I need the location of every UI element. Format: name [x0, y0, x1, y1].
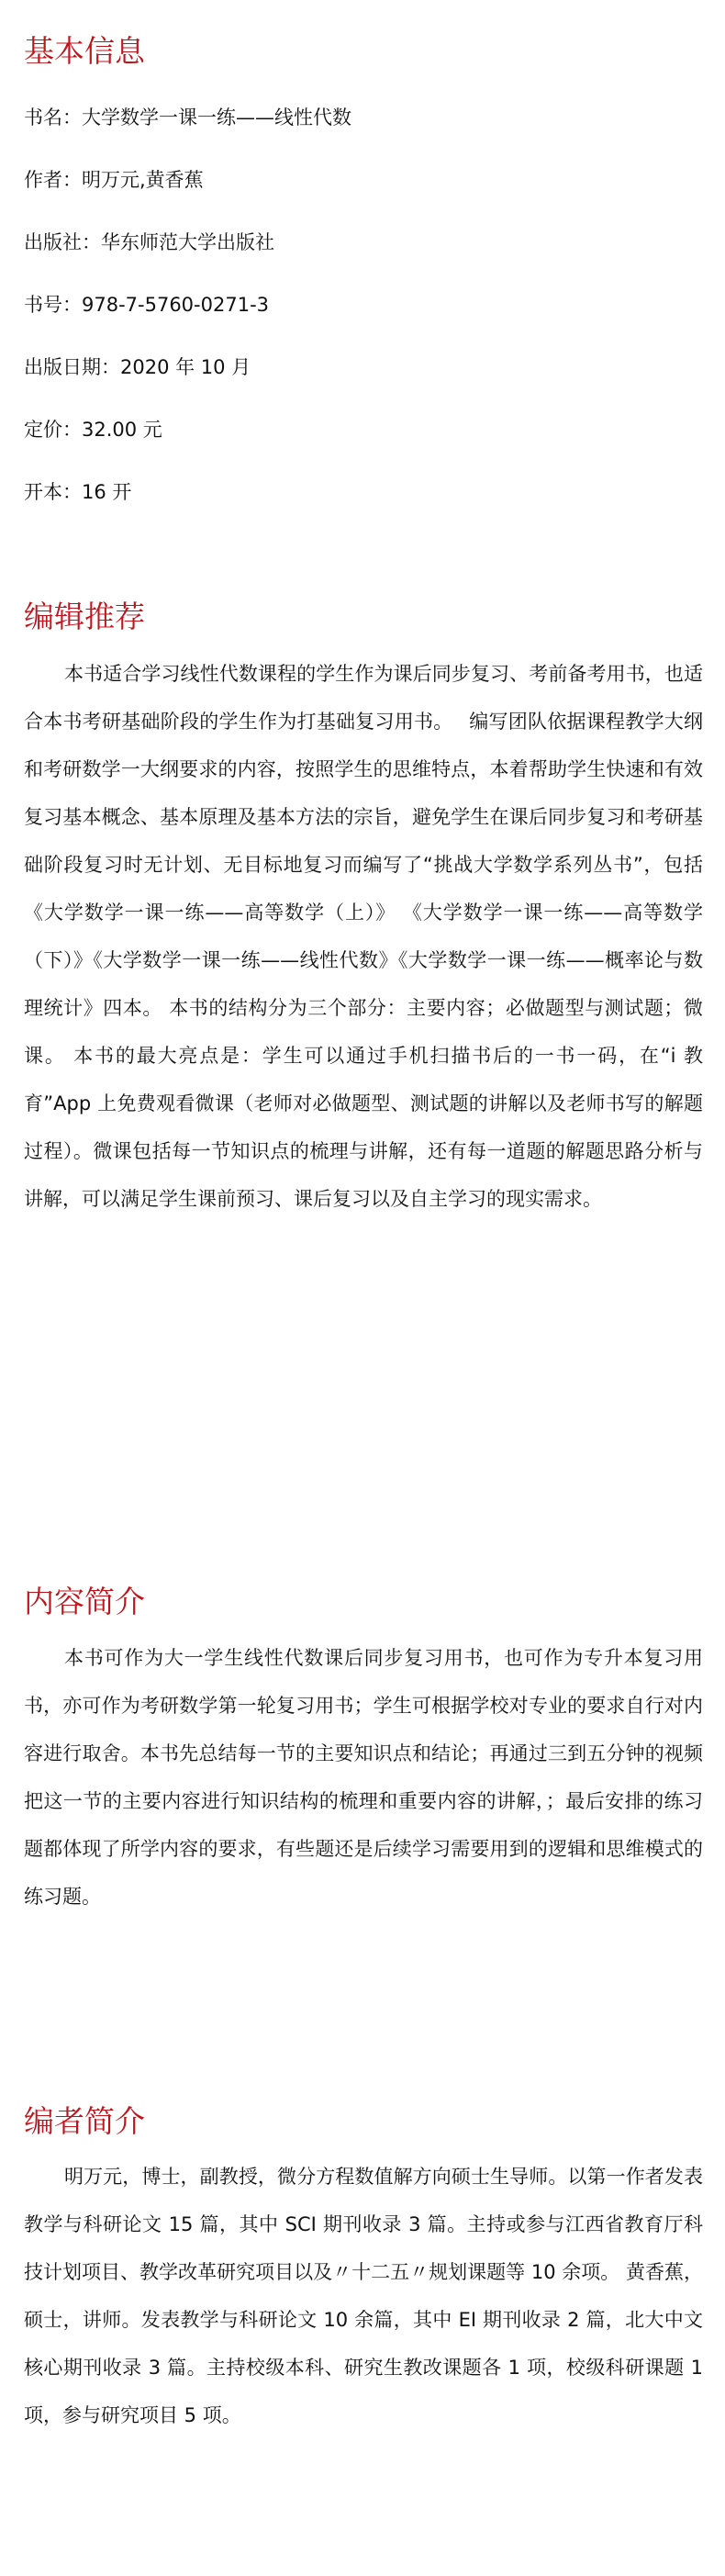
price-line: 定价：32.00 元	[24, 419, 162, 441]
format-line: 开本：16 开	[24, 481, 132, 503]
author-intro-text: 明万元，博士，副教授，微分方程数值解方向硕士生导师。以第一作者发表教学与科研论文 15 篇，其中 SCI 期刊收录 3 篇。主持或参与江西省教育厅科技计划项目、教学改革研究项目以及〃十二五〃规划课题等 10 余项。 黄香蕉，硕士，讲师。发表教学与科研论文 10 余篇，其中 EI 期刊收录 2 篇，北大中文核心期刊收录 3 篇。主持校级本科、研究生教改课题各 1 项，校级科研课题 1 项，参与研究项目 5 项。	[24, 2166, 703, 2426]
content-summary-text: 本书可作为大一学生线性代数课后同步复习用书，也可作为专升本复习用书，亦可作为考研数学第一轮复习用书；学生可根据学校对专业的要求自行对内容进行取舍。本书先总结每一节的主要知识点和结论；再通过三到五分钟的视频把这一节的主要内容进行知识结构的梳理和重要内容的讲解，；最后安排的练习题都体现了所学内容的要求，有些题还是后续学习需要用到的逻辑和思维模式的练习题。	[24, 1647, 703, 1908]
editor-recommendation-heading: 编辑推荐	[24, 599, 145, 634]
publisher-line: 出版社：华东师范大学出版社	[24, 231, 274, 253]
pub-date-line: 出版日期：2020 年 10 月	[24, 356, 251, 378]
basic-info-heading: 基本信息	[24, 33, 145, 69]
isbn-line: 书号：978-7-5760-0271-3	[24, 294, 270, 316]
content-summary-heading: 内容简介	[24, 1584, 145, 1619]
editor-recommendation-text: 本书适合学习线性代数课程的学生作为课后同步复习、考前备考用书，也适合本书考研基础阶段的学生作为打基础复习用书。 编写团队依据课程教学大纲和考研数学一大纲要求的内容，按照学生的思维特点，本着帮助学生快速和有效复习基本概念、基本原理及基本方法的宗旨，避免学生在课后同步复习和考研基础阶段复习时无计划、无目标地复习而编写了“挑战大学数学系列丛书”，包括《大学数学一课一练——高等数学（上）》 《大学数学一课一练——高等数学（下）》《大学数学一课一练——线性代数》《大学数学一课一练——概率论与数理统计》四本。 本书的结构分为三个部分：主要内容；必做题型与测试题；微课。 本书的最大亮点是：学生可以通过手机扫描书后的一书一码，在“i 教育”App 上免费观看微课（老师对必做题型、测试题的讲解以及老师书写的解题过程）。微课包括每一节知识点的梳理与讲解，还有每一道题的解题思路分析与讲解，可以满足学生课前预习、课后复习以及自主学习的现实需求。	[24, 663, 703, 1210]
author-line: 作者：明万元,黄香蕉	[24, 169, 204, 191]
book-name-line: 书名：大学数学一课一练——线性代数	[24, 106, 351, 129]
author-intro-heading: 编者简介	[24, 2103, 145, 2139]
